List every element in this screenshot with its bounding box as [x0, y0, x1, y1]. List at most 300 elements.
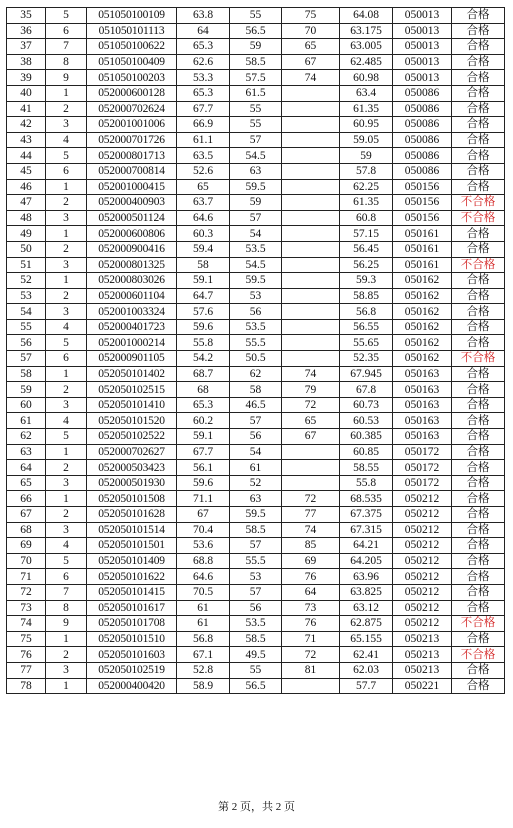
total-score-cell: 60.8: [340, 210, 393, 226]
position-code-cell: 050213: [393, 647, 452, 663]
row-number-cell: 48: [7, 210, 46, 226]
table-row: [7, 444, 505, 460]
group-rank-cell: 7: [46, 584, 87, 600]
written-score-cell: 67.7: [177, 101, 230, 117]
interview-score-cell: 59: [230, 195, 282, 211]
position-code-cell: 050172: [393, 460, 452, 476]
exam-id-cell: 052050101514: [87, 522, 177, 538]
row-number-cell: 74: [7, 616, 46, 632]
table-row: [7, 662, 505, 678]
result-cell: 合格: [452, 241, 505, 257]
written-score-cell: 63.8: [177, 8, 230, 24]
exam-id-cell: 052050102515: [87, 382, 177, 398]
written-score-cell: 56.8: [177, 631, 230, 647]
written-score-cell: 67.1: [177, 647, 230, 663]
table-row: [7, 132, 505, 148]
interview-score-cell: 53.5: [230, 319, 282, 335]
table-row: [7, 507, 505, 523]
interview-score-cell: 56: [230, 600, 282, 616]
position-code-cell: 050221: [393, 678, 452, 694]
practical-score-cell: 74: [282, 522, 340, 538]
interview-score-cell: 46.5: [230, 397, 282, 413]
group-rank-cell: 2: [46, 241, 87, 257]
group-rank-cell: 7: [46, 39, 87, 55]
table-row: [7, 226, 505, 242]
interview-score-cell: 57: [230, 584, 282, 600]
result-cell: 合格: [452, 273, 505, 289]
table-row: [7, 148, 505, 164]
practical-score-cell: [282, 304, 340, 320]
exam-id-cell: 052050101603: [87, 647, 177, 663]
exam-id-cell: 052000600128: [87, 85, 177, 101]
group-rank-cell: 5: [46, 429, 87, 445]
result-cell: 合格: [452, 429, 505, 445]
results-table-body: [7, 8, 505, 694]
table-row: [7, 382, 505, 398]
total-score-cell: 63.12: [340, 600, 393, 616]
group-rank-cell: 2: [46, 460, 87, 476]
practical-score-cell: [282, 101, 340, 117]
exam-id-cell: 052050101409: [87, 553, 177, 569]
exam-id-cell: 052050101415: [87, 584, 177, 600]
row-number-cell: 58: [7, 366, 46, 382]
practical-score-cell: 75: [282, 8, 340, 24]
written-score-cell: 65.3: [177, 39, 230, 55]
group-rank-cell: 1: [46, 273, 87, 289]
written-score-cell: 65: [177, 179, 230, 195]
result-cell: 合格: [452, 70, 505, 86]
group-rank-cell: 5: [46, 335, 87, 351]
total-score-cell: 62.485: [340, 54, 393, 70]
result-cell: 合格: [452, 584, 505, 600]
exam-id-cell: 052000600806: [87, 226, 177, 242]
table-row: [7, 553, 505, 569]
position-code-cell: 050212: [393, 491, 452, 507]
exam-id-cell: 052050101628: [87, 507, 177, 523]
interview-score-cell: 53: [230, 569, 282, 585]
row-number-cell: 53: [7, 288, 46, 304]
total-score-cell: 60.385: [340, 429, 393, 445]
result-cell: 不合格: [452, 647, 505, 663]
position-code-cell: 050172: [393, 444, 452, 460]
page-footer: 第 2 页，共 2 页: [218, 801, 295, 813]
written-score-cell: 59.4: [177, 241, 230, 257]
result-cell: 合格: [452, 413, 505, 429]
result-cell: 合格: [452, 600, 505, 616]
table-row: [7, 39, 505, 55]
table-row: [7, 475, 505, 491]
table-row: [7, 273, 505, 289]
position-code-cell: 050156: [393, 179, 452, 195]
practical-score-cell: [282, 257, 340, 273]
row-number-cell: 61: [7, 413, 46, 429]
written-score-cell: 60.3: [177, 226, 230, 242]
result-cell: 不合格: [452, 616, 505, 632]
result-cell: 合格: [452, 132, 505, 148]
result-cell: 合格: [452, 553, 505, 569]
practical-score-cell: [282, 351, 340, 367]
total-score-cell: 67.315: [340, 522, 393, 538]
group-rank-cell: 9: [46, 70, 87, 86]
group-rank-cell: 3: [46, 522, 87, 538]
position-code-cell: 050212: [393, 569, 452, 585]
practical-score-cell: [282, 226, 340, 242]
result-cell: 合格: [452, 538, 505, 554]
table-row: [7, 85, 505, 101]
written-score-cell: 55.8: [177, 335, 230, 351]
position-code-cell: 050172: [393, 475, 452, 491]
row-number-cell: 43: [7, 132, 46, 148]
practical-score-cell: 81: [282, 662, 340, 678]
practical-score-cell: [282, 273, 340, 289]
result-cell: 合格: [452, 397, 505, 413]
exam-id-cell: 052001000214: [87, 335, 177, 351]
practical-score-cell: [282, 288, 340, 304]
row-number-cell: 65: [7, 475, 46, 491]
total-score-cell: 55.8: [340, 475, 393, 491]
position-code-cell: 050161: [393, 241, 452, 257]
position-code-cell: 050086: [393, 117, 452, 133]
exam-id-cell: 052050101520: [87, 413, 177, 429]
results-table: [6, 7, 505, 694]
written-score-cell: 66.9: [177, 117, 230, 133]
exam-id-cell: 052000803026: [87, 273, 177, 289]
practical-score-cell: 71: [282, 631, 340, 647]
table-row: [7, 101, 505, 117]
exam-id-cell: 052000901105: [87, 351, 177, 367]
result-cell: 合格: [452, 319, 505, 335]
row-number-cell: 46: [7, 179, 46, 195]
group-rank-cell: 3: [46, 304, 87, 320]
row-number-cell: 76: [7, 647, 46, 663]
total-score-cell: 56.45: [340, 241, 393, 257]
row-number-cell: 42: [7, 117, 46, 133]
group-rank-cell: 3: [46, 475, 87, 491]
table-row: [7, 366, 505, 382]
interview-score-cell: 57: [230, 132, 282, 148]
total-score-cell: 67.8: [340, 382, 393, 398]
position-code-cell: 050163: [393, 382, 452, 398]
exam-id-cell: 052050101501: [87, 538, 177, 554]
row-number-cell: 56: [7, 335, 46, 351]
table-row: [7, 117, 505, 133]
group-rank-cell: 2: [46, 195, 87, 211]
position-code-cell: 050013: [393, 23, 452, 39]
written-score-cell: 65.3: [177, 85, 230, 101]
group-rank-cell: 1: [46, 179, 87, 195]
result-cell: 合格: [452, 460, 505, 476]
interview-score-cell: 49.5: [230, 647, 282, 663]
interview-score-cell: 54: [230, 226, 282, 242]
result-cell: 合格: [452, 631, 505, 647]
total-score-cell: 64.205: [340, 553, 393, 569]
interview-score-cell: 54.5: [230, 148, 282, 164]
row-number-cell: 47: [7, 195, 46, 211]
practical-score-cell: 64: [282, 584, 340, 600]
interview-score-cell: 57: [230, 413, 282, 429]
result-cell: 合格: [452, 226, 505, 242]
result-cell: 合格: [452, 39, 505, 55]
table-row: [7, 616, 505, 632]
position-code-cell: 050086: [393, 163, 452, 179]
total-score-cell: 62.25: [340, 179, 393, 195]
interview-score-cell: 56.5: [230, 678, 282, 694]
total-score-cell: 67.945: [340, 366, 393, 382]
table-row: [7, 491, 505, 507]
total-score-cell: 59: [340, 148, 393, 164]
total-score-cell: 62.03: [340, 662, 393, 678]
result-cell: 合格: [452, 491, 505, 507]
group-rank-cell: 1: [46, 444, 87, 460]
written-score-cell: 58: [177, 257, 230, 273]
group-rank-cell: 6: [46, 23, 87, 39]
exam-id-cell: 052000801713: [87, 148, 177, 164]
total-score-cell: 55.65: [340, 335, 393, 351]
exam-id-cell: 052050101508: [87, 491, 177, 507]
interview-score-cell: 62: [230, 366, 282, 382]
total-score-cell: 56.8: [340, 304, 393, 320]
exam-id-cell: 052050101410: [87, 397, 177, 413]
exam-id-cell: 052000400420: [87, 678, 177, 694]
total-score-cell: 60.98: [340, 70, 393, 86]
table-row: [7, 54, 505, 70]
total-score-cell: 56.55: [340, 319, 393, 335]
written-score-cell: 68: [177, 382, 230, 398]
result-cell: 合格: [452, 101, 505, 117]
total-score-cell: 61.35: [340, 195, 393, 211]
row-number-cell: 62: [7, 429, 46, 445]
table-row: [7, 678, 505, 694]
row-number-cell: 40: [7, 85, 46, 101]
exam-id-cell: 052000900416: [87, 241, 177, 257]
written-score-cell: 64.6: [177, 569, 230, 585]
interview-score-cell: 56: [230, 304, 282, 320]
practical-score-cell: 72: [282, 397, 340, 413]
position-code-cell: 050163: [393, 413, 452, 429]
practical-score-cell: 72: [282, 491, 340, 507]
position-code-cell: 050161: [393, 226, 452, 242]
group-rank-cell: 6: [46, 569, 87, 585]
position-code-cell: 050212: [393, 600, 452, 616]
result-cell: 合格: [452, 522, 505, 538]
total-score-cell: 58.55: [340, 460, 393, 476]
group-rank-cell: 8: [46, 600, 87, 616]
exam-id-cell: 052050101402: [87, 366, 177, 382]
result-cell: 不合格: [452, 210, 505, 226]
total-score-cell: 57.15: [340, 226, 393, 242]
practical-score-cell: [282, 678, 340, 694]
result-cell: 合格: [452, 179, 505, 195]
practical-score-cell: [282, 85, 340, 101]
exam-id-cell: 052000702627: [87, 444, 177, 460]
row-number-cell: 73: [7, 600, 46, 616]
group-rank-cell: 2: [46, 507, 87, 523]
result-cell: 不合格: [452, 351, 505, 367]
interview-score-cell: 58.5: [230, 631, 282, 647]
position-code-cell: 050212: [393, 616, 452, 632]
table-row: [7, 257, 505, 273]
total-score-cell: 63.005: [340, 39, 393, 55]
total-score-cell: 57.8: [340, 163, 393, 179]
row-number-cell: 66: [7, 491, 46, 507]
position-code-cell: 050156: [393, 195, 452, 211]
practical-score-cell: 76: [282, 569, 340, 585]
position-code-cell: 050163: [393, 366, 452, 382]
exam-id-cell: 052000701726: [87, 132, 177, 148]
row-number-cell: 72: [7, 584, 46, 600]
position-code-cell: 050212: [393, 522, 452, 538]
interview-score-cell: 56: [230, 429, 282, 445]
position-code-cell: 050013: [393, 8, 452, 24]
group-rank-cell: 6: [46, 163, 87, 179]
result-cell: 合格: [452, 382, 505, 398]
interview-score-cell: 61: [230, 460, 282, 476]
row-number-cell: 44: [7, 148, 46, 164]
total-score-cell: 59.3: [340, 273, 393, 289]
practical-score-cell: [282, 179, 340, 195]
position-code-cell: 050013: [393, 70, 452, 86]
table-row: [7, 304, 505, 320]
interview-score-cell: 58.5: [230, 54, 282, 70]
group-rank-cell: 5: [46, 553, 87, 569]
written-score-cell: 68.7: [177, 366, 230, 382]
group-rank-cell: 2: [46, 647, 87, 663]
interview-score-cell: 55.5: [230, 335, 282, 351]
interview-score-cell: 55: [230, 117, 282, 133]
result-cell: 合格: [452, 444, 505, 460]
interview-score-cell: 52: [230, 475, 282, 491]
table-row: [7, 351, 505, 367]
position-code-cell: 050086: [393, 132, 452, 148]
table-row: [7, 429, 505, 445]
position-code-cell: 050156: [393, 210, 452, 226]
result-cell: 合格: [452, 662, 505, 678]
written-score-cell: 62.6: [177, 54, 230, 70]
written-score-cell: 59.1: [177, 429, 230, 445]
practical-score-cell: [282, 241, 340, 257]
group-rank-cell: 8: [46, 54, 87, 70]
total-score-cell: 68.535: [340, 491, 393, 507]
position-code-cell: 050213: [393, 662, 452, 678]
group-rank-cell: 5: [46, 148, 87, 164]
group-rank-cell: 4: [46, 538, 87, 554]
interview-score-cell: 57: [230, 210, 282, 226]
total-score-cell: 65.155: [340, 631, 393, 647]
table-row: [7, 460, 505, 476]
practical-score-cell: 65: [282, 413, 340, 429]
group-rank-cell: 1: [46, 366, 87, 382]
exam-id-cell: 052000700814: [87, 163, 177, 179]
position-code-cell: 050086: [393, 85, 452, 101]
group-rank-cell: 3: [46, 117, 87, 133]
result-cell: 合格: [452, 163, 505, 179]
group-rank-cell: 4: [46, 413, 87, 429]
position-code-cell: 050213: [393, 631, 452, 647]
practical-score-cell: [282, 444, 340, 460]
table-row: [7, 647, 505, 663]
interview-score-cell: 57: [230, 538, 282, 554]
table-row: [7, 522, 505, 538]
practical-score-cell: [282, 335, 340, 351]
written-score-cell: 60.2: [177, 413, 230, 429]
exam-id-cell: 052000801325: [87, 257, 177, 273]
written-score-cell: 63.5: [177, 148, 230, 164]
result-cell: 合格: [452, 117, 505, 133]
group-rank-cell: 4: [46, 319, 87, 335]
interview-score-cell: 50.5: [230, 351, 282, 367]
result-cell: 合格: [452, 148, 505, 164]
row-number-cell: 70: [7, 553, 46, 569]
result-cell: 合格: [452, 54, 505, 70]
position-code-cell: 050013: [393, 54, 452, 70]
interview-score-cell: 57.5: [230, 70, 282, 86]
exam-id-cell: 051050100409: [87, 54, 177, 70]
written-score-cell: 68.8: [177, 553, 230, 569]
exam-id-cell: 051050101113: [87, 23, 177, 39]
written-score-cell: 71.1: [177, 491, 230, 507]
position-code-cell: 050163: [393, 429, 452, 445]
table-row: [7, 23, 505, 39]
row-number-cell: 71: [7, 569, 46, 585]
result-cell: 合格: [452, 366, 505, 382]
group-rank-cell: 1: [46, 226, 87, 242]
group-rank-cell: 1: [46, 678, 87, 694]
interview-score-cell: 55: [230, 662, 282, 678]
table-row: [7, 241, 505, 257]
written-score-cell: 61.1: [177, 132, 230, 148]
row-number-cell: 63: [7, 444, 46, 460]
row-number-cell: 39: [7, 70, 46, 86]
result-cell: 合格: [452, 85, 505, 101]
practical-score-cell: 85: [282, 538, 340, 554]
position-code-cell: 050162: [393, 288, 452, 304]
row-number-cell: 51: [7, 257, 46, 273]
interview-score-cell: 59: [230, 39, 282, 55]
result-cell: 合格: [452, 475, 505, 491]
total-score-cell: 61.35: [340, 101, 393, 117]
exam-id-cell: 052001001006: [87, 117, 177, 133]
practical-score-cell: 70: [282, 23, 340, 39]
exam-id-cell: 052050101622: [87, 569, 177, 585]
group-rank-cell: 2: [46, 288, 87, 304]
interview-score-cell: 54.5: [230, 257, 282, 273]
row-number-cell: 67: [7, 507, 46, 523]
total-score-cell: 62.875: [340, 616, 393, 632]
group-rank-cell: 3: [46, 210, 87, 226]
result-cell: 不合格: [452, 195, 505, 211]
position-code-cell: 050013: [393, 39, 452, 55]
group-rank-cell: 1: [46, 85, 87, 101]
result-cell: 合格: [452, 507, 505, 523]
position-code-cell: 050212: [393, 507, 452, 523]
practical-score-cell: 77: [282, 507, 340, 523]
written-score-cell: 59.1: [177, 273, 230, 289]
table-row: [7, 288, 505, 304]
table-row: [7, 319, 505, 335]
total-score-cell: 56.25: [340, 257, 393, 273]
written-score-cell: 52.8: [177, 662, 230, 678]
group-rank-cell: 1: [46, 491, 87, 507]
written-score-cell: 61: [177, 600, 230, 616]
exam-id-cell: 051050100109: [87, 8, 177, 24]
interview-score-cell: 59.5: [230, 179, 282, 195]
position-code-cell: 050086: [393, 101, 452, 117]
table-row: [7, 70, 505, 86]
written-score-cell: 61: [177, 616, 230, 632]
total-score-cell: 59.05: [340, 132, 393, 148]
written-score-cell: 65.3: [177, 397, 230, 413]
result-cell: 合格: [452, 8, 505, 24]
